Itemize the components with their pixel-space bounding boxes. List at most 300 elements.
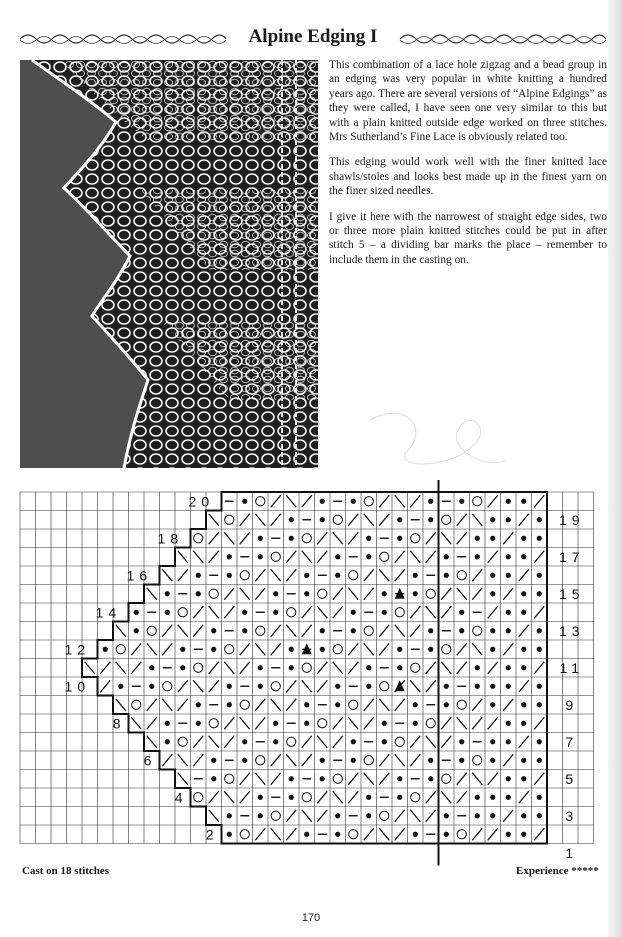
knit-dot [506,628,511,633]
knit-dot [459,628,464,633]
k2tog-slash [426,791,436,803]
row-label: 5 [565,770,579,787]
row-label: 12 [64,641,91,658]
k2tog-slash [488,828,498,840]
k2tog-slash [286,680,296,692]
row-label: 20 [188,493,215,510]
row-label: 11 [559,659,585,676]
row-label: 14 [95,604,122,621]
k2tog-slash [534,606,544,618]
knit-dot [242,499,247,504]
row-label: 15 [559,585,585,602]
knit-dot [521,591,526,596]
knit-dot [304,591,309,596]
k2tog-slash [364,699,374,711]
yarn-over-circle [333,774,342,783]
k2tog-slash [302,625,312,637]
knit-dot [242,758,247,763]
k2tog-slash [503,754,513,766]
yarn-over-circle [442,645,451,654]
yarn-over-circle [209,719,218,728]
ssk-slash [395,754,405,766]
yarn-over-circle [395,737,404,746]
k2tog-slash [317,791,327,803]
knit-dot [413,832,418,837]
k2tog-slash [255,588,265,600]
k2tog-slash [410,754,420,766]
ssk-slash [379,569,389,581]
knit-dot [413,573,418,578]
ssk-slash [271,699,281,711]
k2tog-slash [457,532,467,544]
knit-dot [521,758,526,763]
ssk-slash [178,551,188,563]
knit-dot [382,610,387,615]
ssk-slash [333,532,343,544]
ssk-slash [209,810,219,822]
knit-dot [413,702,418,707]
knit-dot [428,628,433,633]
yarn-over-circle [411,663,420,672]
knit-dot [444,832,449,837]
knit-dot [258,536,263,541]
yarn-over-circle [457,700,466,709]
ssk-slash [410,810,420,822]
k2tog-slash [395,810,405,822]
k2tog-slash [317,680,327,692]
row-label: 1 [565,844,579,861]
knit-dot [335,702,340,707]
knit-dot [320,517,325,522]
knit-dot [475,684,480,689]
k2tog-slash [503,699,513,711]
k2tog-slash [395,551,405,563]
knit-dot [428,776,433,781]
ssk-slash [147,736,157,748]
k2tog-slash [379,754,389,766]
knit-dot [304,832,309,837]
knit-dot [382,739,387,744]
knit-dot [103,647,108,652]
k2tog-slash [410,736,420,748]
k2tog-slash [100,662,110,674]
experience-label: Experience [516,865,569,877]
yarn-over-circle [194,663,203,672]
k2tog-slash [519,791,529,803]
knit-dot [304,721,309,726]
k2tog-slash [364,588,374,600]
knit-dot [490,684,495,689]
ssk-slash [255,643,265,655]
k2tog-slash [333,606,343,618]
k2tog-slash [240,514,250,526]
k2tog-slash [488,773,498,785]
yarn-over-circle [426,589,435,598]
knit-dot [289,647,294,652]
k2tog-slash [519,514,529,526]
k2tog-slash [379,625,389,637]
knit-dot [242,610,247,615]
knit-dot [242,628,247,633]
k2tog-slash [333,736,343,748]
k2tog-slash [271,495,281,507]
k2tog-slash [426,662,436,674]
knit-dot [242,739,247,744]
k2tog-slash [379,514,389,526]
k2tog-slash [488,551,498,563]
k2tog-slash [441,736,451,748]
ssk-slash [302,551,312,563]
row-label: 13 [559,622,585,639]
k2tog-slash [224,717,234,729]
ssk-slash [286,625,296,637]
ssk-slash [255,773,265,785]
lace-photo-image [20,60,318,468]
yarn-over-circle [457,571,466,580]
knit-dot [227,832,232,837]
yarn-over-circle [225,515,234,524]
knit-dot [304,573,309,578]
yarn-over-circle [240,571,249,580]
knit-dot [165,591,170,596]
knit-dot [490,536,495,541]
knit-dot [149,684,154,689]
k2tog-slash [147,717,157,729]
k2tog-slash [379,495,389,507]
row-label: 9 [565,696,579,713]
yarn-over-circle [271,811,280,820]
description-paragraph-3: I give it here with the narrowest of straight edge sides, two or three more plain knitted stitches could be put in after stitch 5 – a dividing bar marks the place – remember to include them in the casting on. [329,210,607,266]
k2tog-slash [131,643,141,655]
page-header [18,24,608,52]
ssk-slash [147,643,157,655]
knit-dot [490,647,495,652]
knit-dot [180,665,185,670]
k2tog-slash [364,828,374,840]
knit-dot [537,702,542,707]
yarn-over-circle [287,737,296,746]
yarn-over-circle [364,497,373,506]
description-paragraph-2: This edging would work well with the finer knitted lace shawls/stoles and looks best made up in the finest yarn on the finer sized needles. [329,156,607,198]
ssk-slash [224,791,234,803]
knit-dot [397,517,402,522]
yarn-over-circle [364,626,373,635]
k2tog-slash [255,569,265,581]
knit-dot [335,813,340,818]
ssk-slash [162,699,172,711]
k2tog-slash [271,625,281,637]
k2tog-slash [209,532,219,544]
knit-dot [289,665,294,670]
knit-dot [397,647,402,652]
yarn-over-circle [473,497,482,506]
ssk-slash [364,773,374,785]
knit-dot [227,573,232,578]
yarn-over-circle [457,830,466,839]
k2tog-slash [379,773,389,785]
knit-dot [397,776,402,781]
ssk-slash [379,699,389,711]
knit-dot [320,776,325,781]
ssk-slash [364,643,374,655]
k2tog-slash [364,717,374,729]
knit-dot [366,813,371,818]
ssk-slash [116,625,126,637]
knit-dot [521,554,526,559]
k2tog-slash [271,643,281,655]
description [329,58,607,278]
knit-dot [475,554,480,559]
knit-dot [273,721,278,726]
k2tog-slash [519,680,529,692]
yarn-over-circle [240,830,249,839]
ssk-slash [348,588,358,600]
row-label: 16 [126,567,153,584]
k2tog-slash [255,699,265,711]
k2tog-slash [255,828,265,840]
row-label: 6 [143,752,157,769]
knit-dot [506,795,511,800]
knit-dot [320,628,325,633]
knit-dot [289,795,294,800]
knit-dot [413,591,418,596]
knit-dot [382,721,387,726]
row-label: 19 [559,511,585,528]
knit-dot [537,647,542,652]
row-label: 17 [559,548,585,565]
k2tog-slash [488,717,498,729]
knit-dot [149,665,154,670]
knit-dot [196,702,201,707]
knit-dot [335,684,340,689]
k2tog-slash [317,810,327,822]
k2tog-slash [100,680,110,692]
knit-dot [227,554,232,559]
k2tog-slash [193,606,203,618]
yarn-over-circle [473,626,482,635]
ssk-slash [178,625,188,637]
k2tog-slash [147,699,157,711]
knit-dot [490,628,495,633]
ssk-slash [147,588,157,600]
knit-dot [537,591,542,596]
k2tog-slash [503,643,513,655]
ssk-slash [426,606,436,618]
knit-dot [165,721,170,726]
yarn-over-circle [395,608,404,617]
k2tog-slash [410,495,420,507]
k2tog-slash [193,736,203,748]
page-number: 170 [301,912,321,924]
knit-dot [335,554,340,559]
k2tog-slash [162,625,172,637]
knit-dot [521,776,526,781]
ssk-slash [441,791,451,803]
knit-dot [537,536,542,541]
k2tog-slash [271,773,281,785]
loose-thread [368,400,508,480]
yarn-over-circle [380,552,389,561]
knit-dot [118,684,123,689]
yarn-over-circle [380,811,389,820]
ssk-slash [426,736,436,748]
ssk-slash [410,680,420,692]
knit-dot [397,536,402,541]
ssk-slash [162,569,172,581]
ssk-slash [410,551,420,563]
knit-dot [537,628,542,633]
yarn-over-circle [256,497,265,506]
yarn-over-circle [116,645,125,654]
knit-dot [428,517,433,522]
page-title: Alpine Edging I [241,26,386,47]
knit-dot [211,758,216,763]
knit-dot [475,813,480,818]
knit-dot [537,795,542,800]
knit-dot [506,517,511,522]
k2tog-slash [240,791,250,803]
row-label: 10 [64,678,91,695]
knit-dot [397,665,402,670]
k2tog-slash [209,791,219,803]
knit-dot [506,739,511,744]
knit-dot [258,795,263,800]
k2tog-slash [503,532,513,544]
k2tog-slash [131,662,141,674]
experience-stars: ***** [571,865,599,877]
yarn-over-circle [442,774,451,783]
k2tog-slash [178,699,188,711]
yarn-over-circle [302,793,311,802]
k2tog-slash [317,532,327,544]
knit-dot [258,684,263,689]
ssk-slash [209,514,219,526]
knit-dot [521,832,526,837]
k2tog-slash [364,569,374,581]
k2tog-slash [426,551,436,563]
knit-dot [521,536,526,541]
knit-dot [459,739,464,744]
knit-dot [459,610,464,615]
cast-on-note: Cast on 18 stitches [22,865,110,877]
knit-dot [506,665,511,670]
k2tog-slash [271,754,281,766]
yarn-over-circle [302,663,311,672]
ssk-slash [116,699,126,711]
knit-dot [537,739,542,744]
yarn-over-circle [349,830,358,839]
knit-dot [382,591,387,596]
ssk-slash [302,810,312,822]
ssk-slash [472,643,482,655]
knit-dot [273,739,278,744]
knit-dot [366,684,371,689]
ssk-slash [271,569,281,581]
knit-dot [444,573,449,578]
yarn-over-circle [256,626,265,635]
knit-dot [289,536,294,541]
ssk-slash [364,514,374,526]
knit-dot [490,739,495,744]
k2tog-slash [503,810,513,822]
knit-dot [490,702,495,707]
k2tog-slash [348,662,358,674]
ssk-slash [209,736,219,748]
ssk-slash [224,532,234,544]
knit-dot [506,721,511,726]
yarn-over-circle [256,756,265,765]
knit-dot [397,795,402,800]
knit-dot [165,610,170,615]
k2tog-slash [472,588,482,600]
k2tog-slash [472,717,482,729]
ssk-slash [457,717,467,729]
knit-dot [335,573,340,578]
knit-dot [134,610,139,615]
k2tog-slash [193,625,203,637]
knit-dot [413,721,418,726]
knit-dot [506,499,511,504]
k2tog-slash [302,754,312,766]
knit-dot [490,517,495,522]
k2tog-slash [193,754,203,766]
k2tog-slash [224,606,234,618]
knit-dot [258,554,263,559]
knit-dot [490,813,495,818]
k2tog-slash [348,532,358,544]
k2tog-slash [271,514,281,526]
yarn-over-circle [194,793,203,802]
knit-dot [428,499,433,504]
k2tog-slash [333,717,343,729]
knit-dot [444,684,449,689]
yarn-over-circle [271,552,280,561]
yarn-over-circle [349,571,358,580]
knit-dot [273,610,278,615]
yarn-over-circle [209,589,218,598]
knit-dot [444,813,449,818]
knit-dot [351,739,356,744]
k2tog-slash [348,643,358,655]
yarn-over-circle [318,719,327,728]
ssk-slash [302,680,312,692]
knit-dot [366,795,371,800]
ssk-slash [395,625,405,637]
k2tog-slash [162,754,172,766]
knit-dot [490,573,495,578]
ssk-slash [317,736,327,748]
knit-dot [289,517,294,522]
ssk-slash [271,828,281,840]
yarn-over-circle [194,534,203,543]
knit-dot [521,813,526,818]
ssk-slash [193,551,203,563]
yarn-over-circle [333,515,342,524]
knit-dot [335,832,340,837]
knit-dot [506,684,511,689]
k2tog-slash [457,791,467,803]
ssk-slash [193,680,203,692]
ssk-slash [240,717,250,729]
k2tog-slash [286,828,296,840]
yarn-over-circle [411,534,420,543]
k2tog-slash [457,773,467,785]
row-label: 4 [174,789,188,806]
knit-dot [490,591,495,596]
yarn-over-circle [349,700,358,709]
k2tog-slash [534,828,544,840]
knit-dot [351,628,356,633]
